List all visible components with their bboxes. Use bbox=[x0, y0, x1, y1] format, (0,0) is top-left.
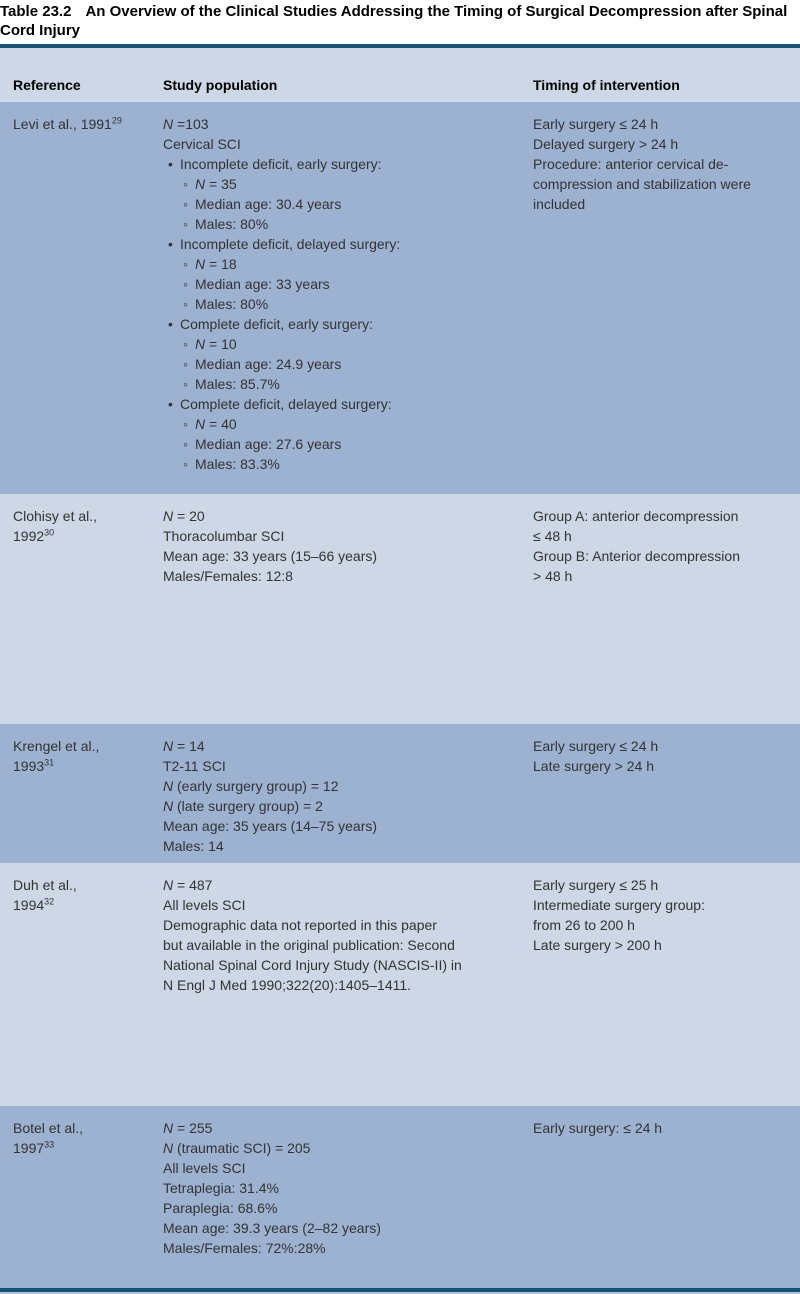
sub-bullet-icon: ◦ bbox=[183, 196, 188, 212]
reference-line: Levi et al., 1991$^{29}$ bbox=[13, 115, 122, 132]
sub-bullet-icon: ◦ bbox=[183, 276, 188, 292]
sub-bullet-icon: ◦ bbox=[183, 336, 188, 352]
population-line: ◦ Median age: 27.6 years bbox=[183, 436, 342, 452]
population-line: ◦ N = 10 bbox=[183, 336, 237, 352]
population-line: Males: 14 bbox=[163, 838, 224, 854]
column-header-study-population: Study population bbox=[163, 77, 278, 93]
sub-bullet-icon: ◦ bbox=[183, 456, 188, 472]
sub-bullet-icon: ◦ bbox=[183, 256, 188, 272]
timing-line: > 48 h bbox=[533, 568, 573, 584]
timing-line: Group B: Anterior decompression bbox=[533, 548, 740, 564]
study-population-cell bbox=[163, 506, 533, 586]
population-line: • Incomplete deficit, delayed surgery: bbox=[168, 236, 401, 252]
table-row bbox=[0, 1106, 800, 1288]
population-line: Mean age: 39.3 years (2–82 years) bbox=[163, 1220, 381, 1236]
timing-line: Delayed surgery > 24 h bbox=[533, 136, 679, 152]
reference-cell bbox=[0, 875, 163, 915]
table-body bbox=[0, 102, 800, 1288]
timing-line: Late surgery > 24 h bbox=[533, 758, 655, 774]
population-line: ◦ Median age: 24.9 years bbox=[183, 356, 342, 372]
bullet-icon: • bbox=[168, 156, 173, 172]
study-population-cell bbox=[163, 736, 533, 856]
population-line: N = 14 bbox=[163, 738, 205, 754]
reference-superscript: 33 bbox=[44, 1139, 55, 1150]
population-line: Mean age: 33 years (15–66 years) bbox=[163, 548, 378, 564]
table-row bbox=[0, 102, 800, 494]
study-population-cell bbox=[163, 1118, 533, 1258]
study-population-cell bbox=[163, 114, 533, 474]
population-line: N = 487 bbox=[163, 877, 213, 893]
reference-superscript: 29 bbox=[111, 115, 122, 126]
timing-line: compression and stabilization were bbox=[533, 176, 751, 192]
timing-line: Late surgery > 200 h bbox=[533, 937, 662, 953]
table-title bbox=[0, 0, 800, 44]
population-line: N (early surgery group) = 12 bbox=[163, 778, 339, 794]
population-line: All levels SCI bbox=[163, 1160, 246, 1176]
population-line: Paraplegia: 68.6% bbox=[163, 1200, 278, 1216]
population-line: Thoracolumbar SCI bbox=[163, 528, 285, 544]
table-row bbox=[0, 863, 800, 1106]
population-line: ◦ Males: 85.7% bbox=[183, 376, 280, 392]
population-line: • Complete deficit, early surgery: bbox=[168, 316, 373, 332]
population-line: N =103 bbox=[163, 116, 209, 132]
column-header-reference: Reference bbox=[13, 77, 81, 93]
sub-bullet-icon: ◦ bbox=[183, 176, 188, 192]
bullet-icon: • bbox=[168, 316, 173, 332]
table-row bbox=[0, 724, 800, 863]
sub-bullet-icon: ◦ bbox=[183, 296, 188, 312]
population-line: N (traumatic SCI) = 205 bbox=[163, 1140, 311, 1156]
population-line: Males/Females: 72%:28% bbox=[163, 1240, 326, 1256]
reference-line: Clohisy et al., bbox=[13, 508, 98, 524]
sub-bullet-icon: ◦ bbox=[183, 376, 188, 392]
population-line: ◦ N = 18 bbox=[183, 256, 237, 272]
reference-superscript: 31 bbox=[44, 757, 55, 768]
reference-line: 1992$^{30}$ bbox=[13, 527, 55, 544]
reference-superscript: 30 bbox=[44, 527, 55, 538]
population-line: All levels SCI bbox=[163, 897, 246, 913]
reference-line: Krengel et al., bbox=[13, 738, 100, 754]
timing-line: Early surgery ≤ 25 h bbox=[533, 877, 659, 893]
reference-cell bbox=[0, 114, 163, 134]
study-population-cell bbox=[163, 875, 533, 995]
bullet-icon: • bbox=[168, 396, 173, 412]
population-line: Males/Females: 12:8 bbox=[163, 568, 293, 584]
population-line: ◦ Males: 80% bbox=[183, 296, 269, 312]
timing-line: Procedure: anterior cervical de- bbox=[533, 156, 729, 172]
table-header-row bbox=[0, 48, 800, 102]
reference-cell bbox=[0, 736, 163, 776]
timing-line: Early surgery: ≤ 24 h bbox=[533, 1120, 663, 1136]
population-line: Demographic data not reported in this paper bbox=[163, 917, 437, 933]
population-line: ◦ Median age: 33 years bbox=[183, 276, 330, 292]
timing-cell bbox=[533, 875, 800, 955]
table-row bbox=[0, 494, 800, 724]
population-line: Tetraplegia: 31.4% bbox=[163, 1180, 279, 1196]
reference-cell bbox=[0, 1118, 163, 1158]
population-line: N Engl J Med 1990;322(20):1405–1411. bbox=[163, 977, 412, 993]
timing-cell bbox=[533, 1118, 800, 1138]
reference-line: 1994$^{32}$ bbox=[13, 896, 55, 913]
bullet-icon: • bbox=[168, 236, 173, 252]
population-line: N = 20 bbox=[163, 508, 205, 524]
population-line: N (late surgery group) = 2 bbox=[163, 798, 323, 814]
timing-line: Intermediate surgery group: bbox=[533, 897, 705, 913]
population-line: • Incomplete deficit, early surgery: bbox=[168, 156, 382, 172]
reference-cell bbox=[0, 506, 163, 546]
population-line: ◦ N = 35 bbox=[183, 176, 237, 192]
timing-cell bbox=[533, 114, 800, 214]
reference-line: Duh et al., bbox=[13, 877, 77, 893]
reference-superscript: 32 bbox=[44, 896, 55, 907]
population-line: National Spinal Cord Injury Study (NASCIS-II) in bbox=[163, 957, 462, 973]
timing-cell bbox=[533, 736, 800, 776]
population-line: • Complete deficit, delayed surgery: bbox=[168, 396, 392, 412]
table-title-text: An Overview of the Clinical Studies Addressing the Timing of Surgical Decompression after Spinal Cord Injury bbox=[0, 3, 788, 39]
sub-bullet-icon: ◦ bbox=[183, 436, 188, 452]
sub-bullet-icon: ◦ bbox=[183, 216, 188, 232]
population-line: Cervical SCI bbox=[163, 136, 241, 152]
population-line: N = 255 bbox=[163, 1120, 213, 1136]
population-line: Mean age: 35 years (14–75 years) bbox=[163, 818, 378, 834]
timing-line: Group A: anterior decompression bbox=[533, 508, 739, 524]
population-line: but available in the original publication: Second bbox=[163, 937, 455, 953]
timing-line: included bbox=[533, 196, 586, 212]
population-line: ◦ Median age: 30.4 years bbox=[183, 196, 342, 212]
sub-bullet-icon: ◦ bbox=[183, 356, 188, 372]
timing-line: ≤ 48 h bbox=[533, 528, 572, 544]
population-line: ◦ Males: 83.3% bbox=[183, 456, 280, 472]
timing-cell bbox=[533, 506, 800, 586]
timing-line: Early surgery ≤ 24 h bbox=[533, 738, 659, 754]
sub-bullet-icon: ◦ bbox=[183, 416, 188, 432]
reference-line: 1993$^{31}$ bbox=[13, 757, 55, 774]
population-line: ◦ Males: 80% bbox=[183, 216, 269, 232]
table-number: Table 23.2 bbox=[0, 3, 72, 20]
population-line: T2-11 SCI bbox=[163, 758, 226, 774]
reference-line: Botel et al., bbox=[13, 1120, 84, 1136]
population-line: ◦ N = 40 bbox=[183, 416, 237, 432]
timing-line: Early surgery ≤ 24 h bbox=[533, 116, 659, 132]
timing-line: from 26 to 200 h bbox=[533, 917, 635, 933]
column-header-timing: Timing of intervention bbox=[533, 77, 680, 93]
reference-line: 1997$^{33}$ bbox=[13, 1139, 55, 1156]
